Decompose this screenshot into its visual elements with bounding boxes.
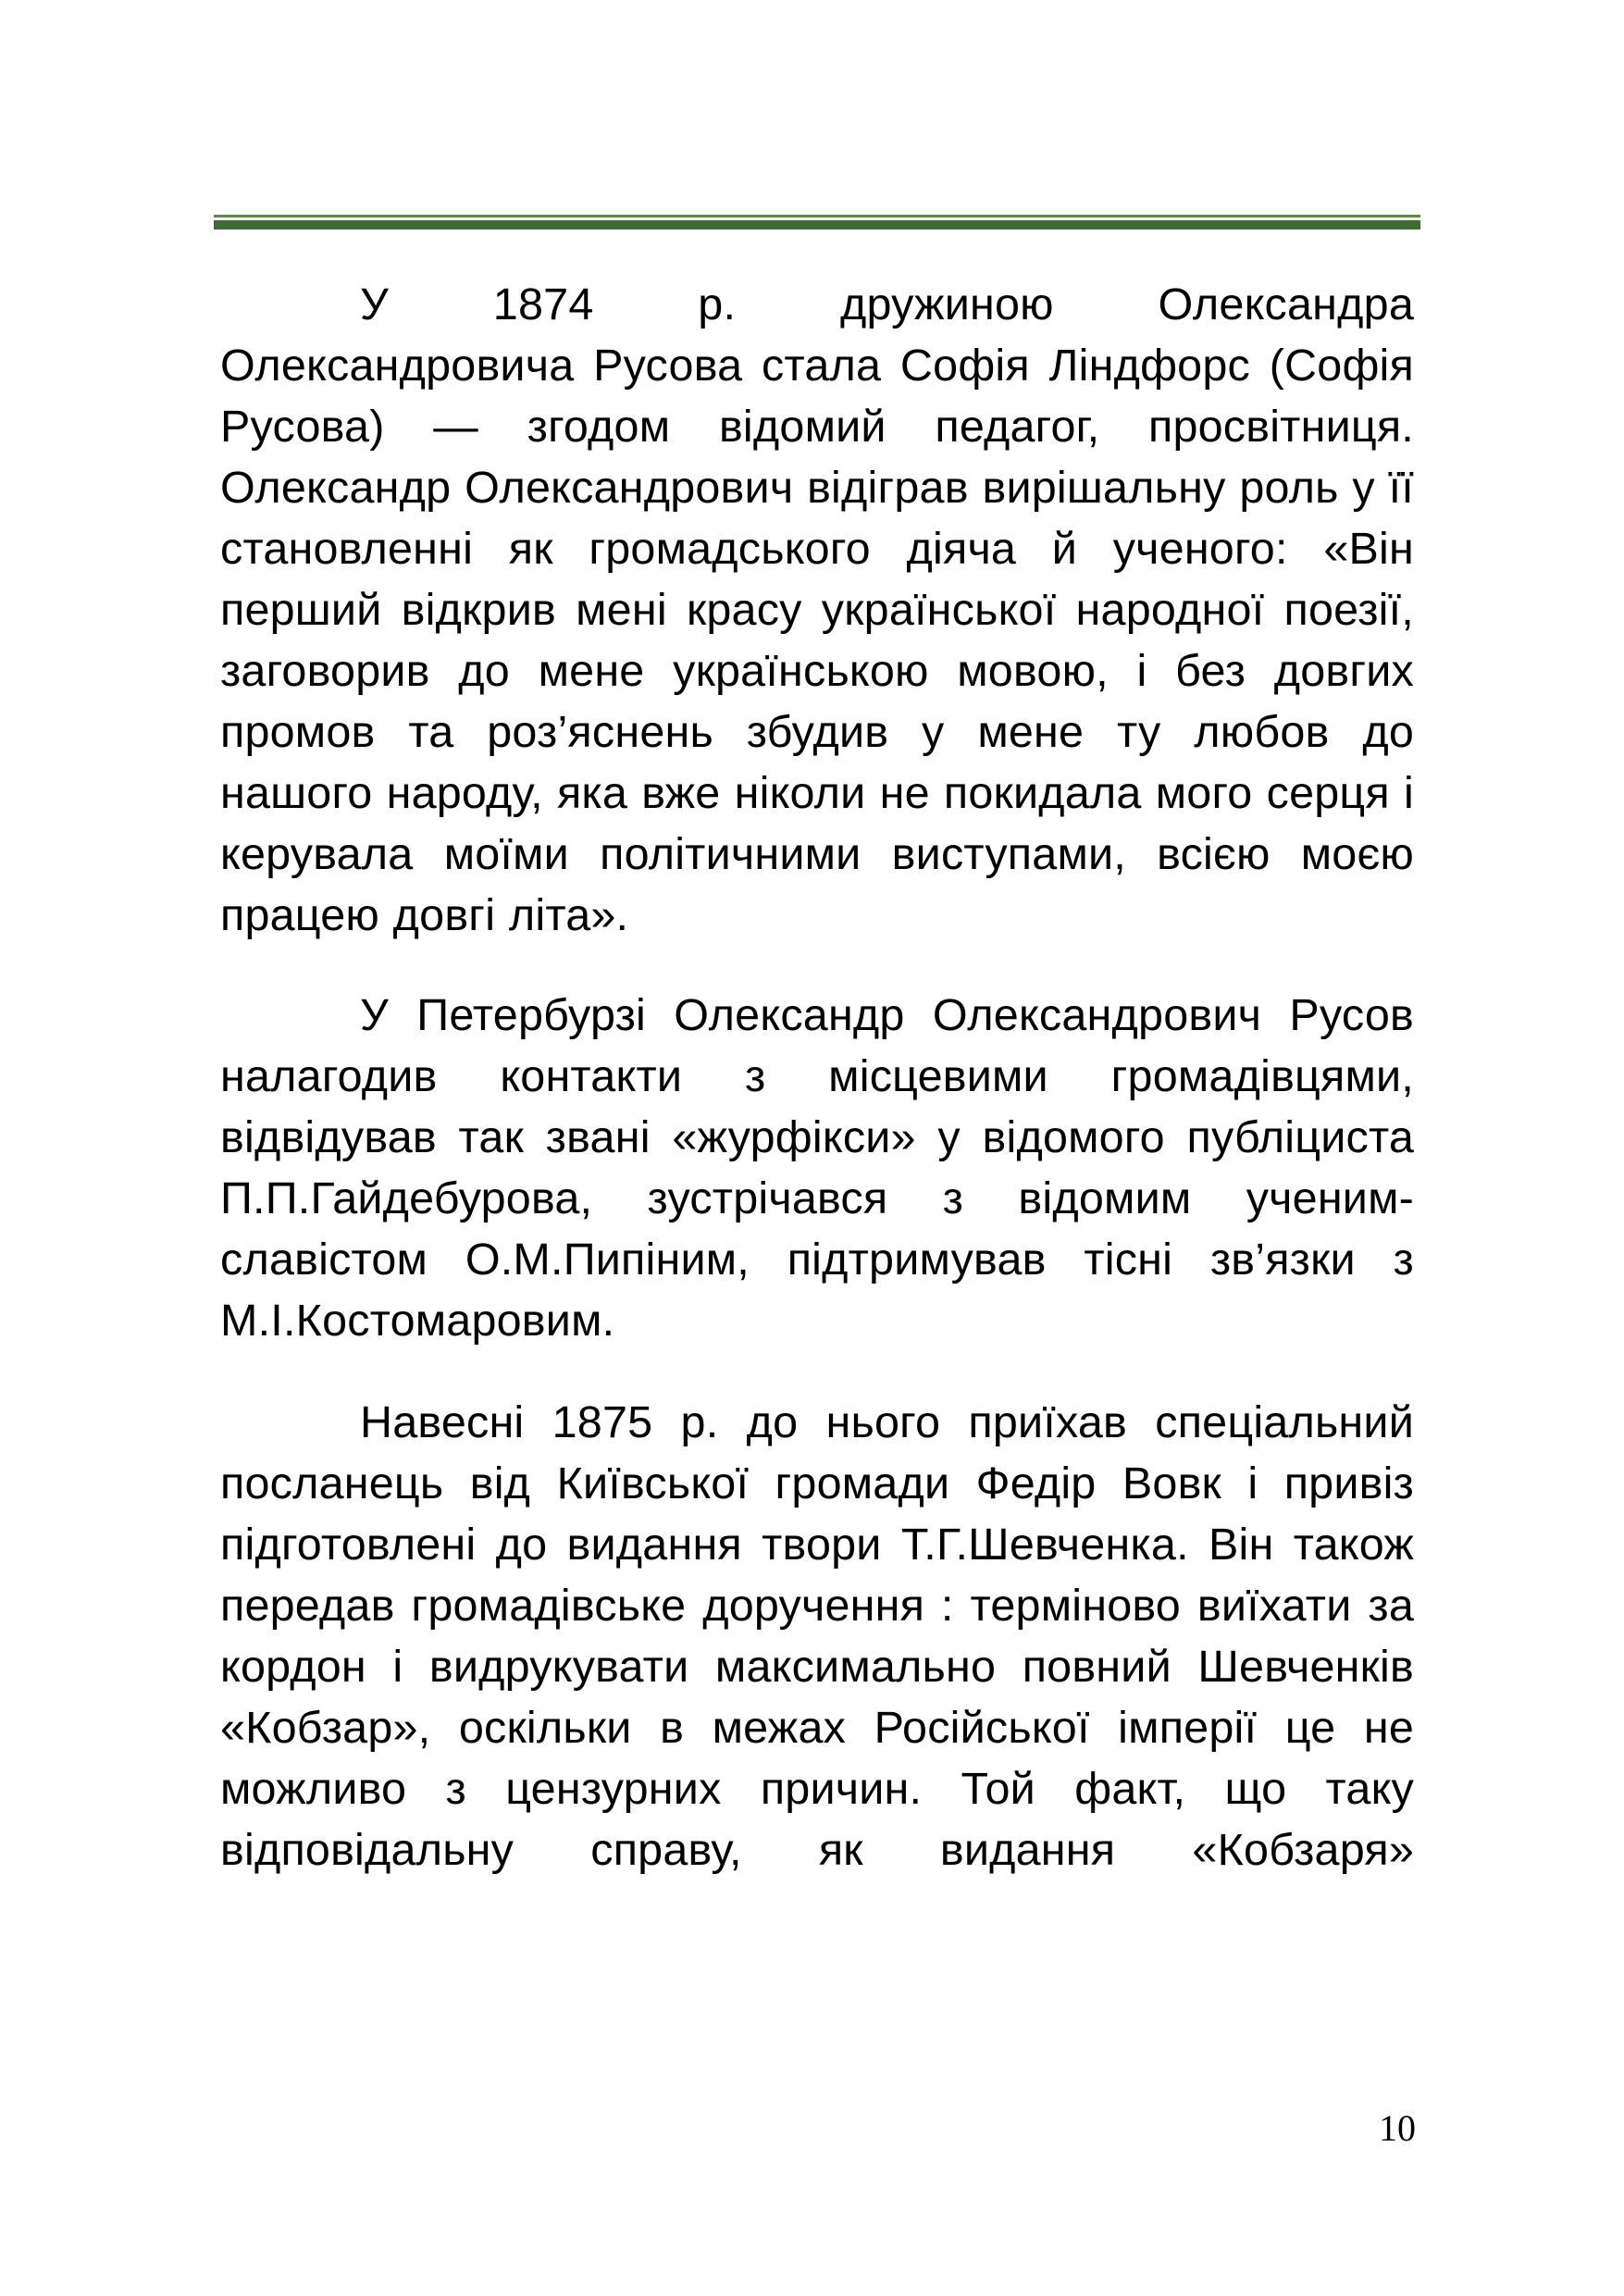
paragraph-3: Навесні 1875 р. до нього приїхав спеціальний посланець від Київської громади Федір Вовк і привіз підготовлені до видання твори Т.Г.Шевченка. Він також передав громадівське доручення : терміново виїхати за кордон і видрукувати максимально повний Шевченків «Кобзар», оскільки в межах Російської імперії це не можливо з цензурних причин. Той факт, що таку відповідальну справу, як видання «Кобзаря»: [220, 1397, 1414, 1875]
paragraph-2: У Петербурзі Олександр Олександрович Русов налагодив контакти з місцевими громадівцями, відвідував так звані «журфікси» у відомого публіциста П.П.Гайдебурова, зустрічався з відомим ученим-славістом О.М.Пипіним, підтримував тісні зв’язки з М.І.Костомаровим.: [220, 990, 1414, 1346]
page-body: [220, 274, 1414, 1880]
paragraph-1: У 1874 р. дружиною Олександра Олександровича Русова стала Софія Ліндфорс (Софія Русова) — згодом відомий педагог, просвітниця. Олександр Олександрович відіграв вирішальну роль у її становленні як громадського діяча й ученого: «Він перший відкрив мені красу української народної поезії, заговорив до мене українською мовою, і без довгих промов та роз’яснень збудив у мене ту любов до нашого народу, яка вже ніколи не покидала мого серця і керувала моїми політичними виступами, всією моєю працею довгі літа».: [220, 279, 1414, 940]
header-divider: [214, 215, 1420, 231]
header-divider-thin-line: [214, 215, 1420, 217]
page-number: 10: [1379, 2107, 1416, 2149]
header-divider-thick-line: [214, 220, 1420, 230]
